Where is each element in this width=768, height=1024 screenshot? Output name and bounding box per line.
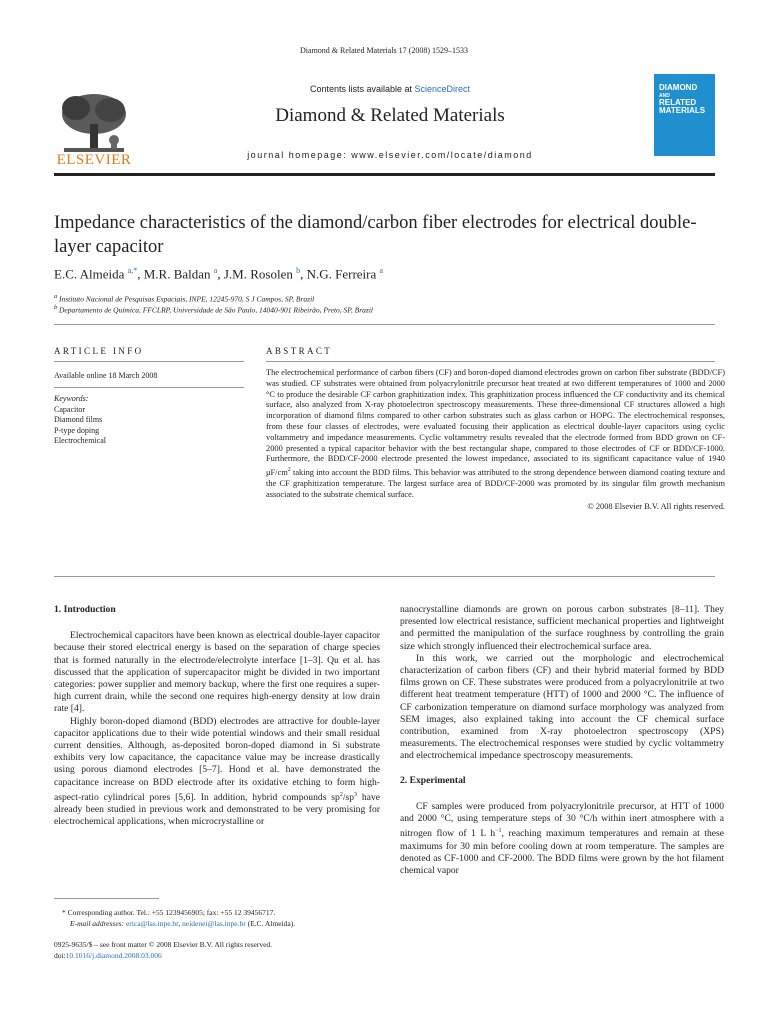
affiliation: $^b$ Departamento de Química, FFCLRP, Universidade de São Paulo, 14040-901 Ribeirão, Preto, SP, Brazil [54, 304, 373, 315]
keyword: Capacitor [54, 404, 86, 414]
journal-homepage: journal homepage: www.elsevier.com/locate/diamond [247, 150, 533, 160]
author-list: E.C. Almeida $^{a,*}$, M.R. Baldan $^a$, J.M. Rosolen $^b$, N.G. Ferreira $^a$ [54, 266, 384, 282]
left-column [54, 604, 380, 829]
journal-title: Diamond & Related Materials [275, 105, 505, 126]
journal-cover-text: DIAMOND AND RELATED MATERIALS [659, 83, 706, 115]
copyright: © 2008 Elsevier B.V. All rights reserved. [587, 502, 725, 512]
author-name: E.C. Almeida [54, 266, 125, 282]
section-heading: 2. Experimental [400, 774, 466, 786]
email-link[interactable]: erica@las.inpe.br [125, 919, 179, 928]
publisher-logo-text: ELSEVIER [56, 152, 132, 168]
paragraph: Electrochemical capacitors have been known as electrical double-layer capacitor because their stored electrical energy is based on the separation of charge species that is formed naturally in the electrode/electrolyte interface [1–3]. Qu et al. has discussed that the application of supercapacitor might be divided in two important categories: power supplier and memory backup, where the first one requires a super-high current drain, while the second one requires high-energy density at low drain rate [4]. [54, 630, 380, 715]
keyword: Electrochemical [54, 436, 106, 445]
keywords-block: Keywords: Capacitor Diamond films P-type doping Electrochemical [54, 394, 106, 445]
front-matter: 0925-9635/$ – see front matter © 2008 Elsevier B.V. All rights reserved. doi:10.1016/j.diamond.2008.03.006 [54, 940, 273, 960]
section-rule [54, 576, 715, 577]
section-rule [54, 324, 715, 325]
right-column [400, 604, 724, 877]
paragraph: Highly boron-doped diamond (BDD) electrodes are attractive for double-layer capacitor applications due to their wide potential windows and their small residual current densities. Although, as-deposited boron-doped diamond in Si substrate exhibits very low capacitance, the capacitance value may be increase drastically using porous diamond electrodes [5–7]. Hond et al. have demonstrated the capacitance increase on BDD electrode after its oxidative etching to form high-aspect-ratio cylindrical pores [5,6]. In addition, hybrid compounds $sp^2/sp^3$ have already been studied in previous work and demonstrated to be very promising for electrochemical applications, when microcrystalline or [54, 715, 380, 828]
footnote-rule [54, 898, 159, 899]
author-affil-mark: a [379, 266, 384, 275]
available-online: Available online 18 March 2008 [54, 371, 158, 380]
affiliation: $^a$ Instituto Nacional de Pesquisas Espaciais, INPE, 12245-970, S J Campos, SP, Brazil [54, 293, 315, 304]
paragraph: CF samples were produced from polyacrylonitrile precursor, at HTT of 1000 and 2000 °C, using temperature steps of 30 °C/h within inert atmosphere with a nitrogen flow of 1 L $h^{-1}$, reaching maximum temperatures and remain at these maximums for 30 min before cooling down at room temperature. The samples are denoted as CF-1000 and CF-2000. The BDD films were grown by the hot filament chemical vapor [400, 800, 724, 877]
keyword: P-type doping [54, 425, 100, 435]
email-link[interactable]: neidenei@las.inpe.br [182, 919, 246, 928]
article-info-label: ARTICLE INFO [54, 346, 144, 356]
paragraph: In this work, we carried out the morphologic and electrochemical characterization of carbon fibers (CF) and their hybrid material formed by BDD films grown on CF. These substrates were produced from a polyacrylonitrile at two different heat treatment temperature (HTT) of 1000 and 2000 °C. The influence of CF carbonization temperature on diamond surface morphology was analyzed from SEM images, also explained taking into account the CF chemical surface contribution, examined from X-ray photoelectron spectroscopy (XPS) measurements. The electrochemical responses were studied by cyclic voltammetry and electrochemical impedance spectroscopy measurements. [400, 652, 724, 762]
author-name: M.R. Baldan [143, 266, 211, 282]
footnote: * Corresponding author. Tel.: +55 1239456905; fax: +55 12 39456717. E-mail addresses: erica@las.inpe.br, neidenei@las.inpe.br (E.C. Almeida). [62, 908, 296, 928]
author-name: N.G. Ferreira [306, 266, 377, 282]
author-affil-mark: a [213, 266, 218, 275]
paragraph: nanocrystalline diamonds are grown on porous carbon substrates [8–11]. They presented low electrical resistance, sufficient mechanical properties and lightweight and permitted the manipulation of the surface roughness by controlling the grain size which strongly influenced their electrochemical surface area. [400, 604, 724, 652]
journal-citation: Diamond & Related Materials 17 (2008) 1529–1533 [300, 46, 468, 55]
homepage-link[interactable]: www.elsevier.com/locate/diamond [351, 150, 533, 160]
divider [54, 361, 244, 362]
author-affil-mark: b [296, 266, 301, 275]
contents-line: Contents lists available at ScienceDirect [309, 84, 471, 94]
header-rule [54, 173, 715, 176]
abstract-text: The electrochemical performance of carbon fibers (CF) and boron-doped diamond electrodes grown on carbon fiber substrate (BDD/CF) was studied. CF substrates were obtained from polyacrylonitrile precursor heat treated at two different temperatures of 1000 and 2000 °C to produce the desirable CF carbon graphitization index. This graphitization process influenced the CF conductivity and its chemical surface, also analyzed from X-ray photoelectron spectroscopy measurements. These three-dimensional CF structures allowed a high incorporation of diamond films compared to other carbon substrates such as glass carbon or HOPG. The electrochemical responses, from these four classes of electrodes, were evaluated focusing their application as electrical double-layer capacitors using cyclic voltammetry and impedance measurements. Cyclic voltammetry results revealed that the electrode formed from BDD grown on CF-2000 presented a typical capacitor behavior with the best rectangular shape, compared to those electrodes of CF or BDD/CF-1000. Furthermore, the BDD/CF-2000 electrode presented the lowest impedance, associated to its significant capacitance value of 1940 $\mu F/cm^2$ taking into account the BDD films. This behavior was attributed to the strong dependence between diamond coating texture and the CF graphitization temperature. The largest surface area of BDD/CF-2000 was promoted by its singular film growth mechanism associated to the substrate chemical surface. © 2008 Elsevier B.V. All rights reserved. [266, 368, 725, 512]
section-heading: 1. Introduction [54, 604, 116, 615]
article-title: Impedance characteristics of the diamond/carbon fiber electrodes for electrical double-layer capacitor [54, 213, 697, 257]
abstract-label: ABSTRACT [266, 346, 333, 356]
divider [54, 387, 244, 388]
doi-link[interactable]: 10.1016/j.diamond.2008.03.006 [65, 951, 162, 960]
sciencedirect-link[interactable]: ScienceDirect [414, 84, 471, 94]
keyword: Diamond films [54, 415, 103, 424]
divider [266, 361, 715, 362]
author-affil-mark: a,* [127, 266, 138, 275]
author-name: J.M. Rosolen [223, 266, 293, 282]
